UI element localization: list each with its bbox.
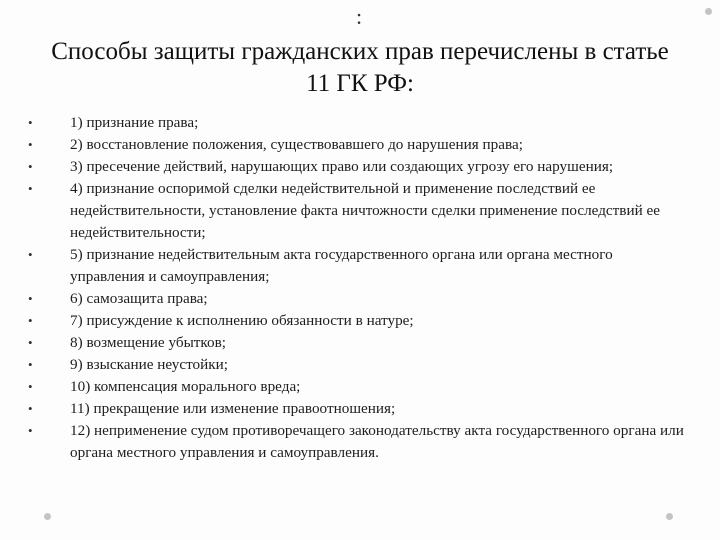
- slide-title: Способы защиты гражданских прав перечислены в статье 11 ГК РФ:: [51, 38, 669, 97]
- top-mark: :: [356, 4, 363, 29]
- list-item-text: 6) самозащита права;: [70, 290, 208, 307]
- decorative-dot-icon: [705, 8, 712, 15]
- list-item-text: 8) возмещение убытков;: [70, 334, 227, 351]
- bullet-icon: •: [28, 335, 33, 350]
- list-item-text: 2) восстановление положения, существовавшего до нарушения права;: [70, 136, 523, 153]
- bullet-icon: •: [28, 115, 33, 130]
- list-item: [28, 376, 688, 398]
- list-item: [28, 332, 688, 354]
- bullet-icon: •: [28, 379, 33, 394]
- list-item: [28, 288, 688, 310]
- list-item-text: 3) пресечение действий, нарушающих право или создающих угрозу его нарушения;: [70, 158, 614, 175]
- list-item-text: 12) неприменение судом противоречащего законодательству акта государственного органа или органа местного управления и самоуправления.: [70, 422, 684, 461]
- bullet-icon: •: [28, 401, 33, 416]
- list-item: [28, 178, 688, 244]
- bullet-icon: •: [28, 247, 33, 262]
- bullet-list: [28, 112, 688, 464]
- list-item: [28, 354, 688, 376]
- list-item-text: 1) признание права;: [70, 114, 199, 131]
- bullet-icon: •: [28, 181, 33, 196]
- bullet-icon: •: [28, 423, 33, 438]
- list-item: [28, 310, 688, 332]
- list-item-text: 9) взыскание неустойки;: [70, 356, 228, 373]
- decorative-dot-icon: [666, 513, 673, 520]
- list-item: [28, 134, 688, 156]
- bullet-icon: •: [28, 137, 33, 152]
- list-item: [28, 244, 688, 288]
- list-item-text: 5) признание недействительным акта государственного органа или органа местного управления и самоуправления;: [70, 246, 613, 285]
- list-item: [28, 398, 688, 420]
- list-item-text: 4) признание оспоримой сделки недействительной и применение последствий ее недействительности, установление факта ничтожности сделки применение последствий ее недействительности;: [70, 180, 661, 241]
- list-item: [28, 420, 688, 464]
- list-item-text: 11) прекращение или изменение правоотношения;: [70, 400, 396, 417]
- list-item-text: 10) компенсация морального вреда;: [70, 378, 301, 395]
- list-item: [28, 112, 688, 134]
- list-item: [28, 156, 688, 178]
- bullet-icon: •: [28, 159, 33, 174]
- list-item-text: 7) присуждение к исполнению обязанности в натуре;: [70, 312, 414, 329]
- bullet-icon: •: [28, 357, 33, 372]
- bullet-icon: •: [28, 291, 33, 306]
- bullet-icon: •: [28, 313, 33, 328]
- decorative-dot-icon: [44, 513, 51, 520]
